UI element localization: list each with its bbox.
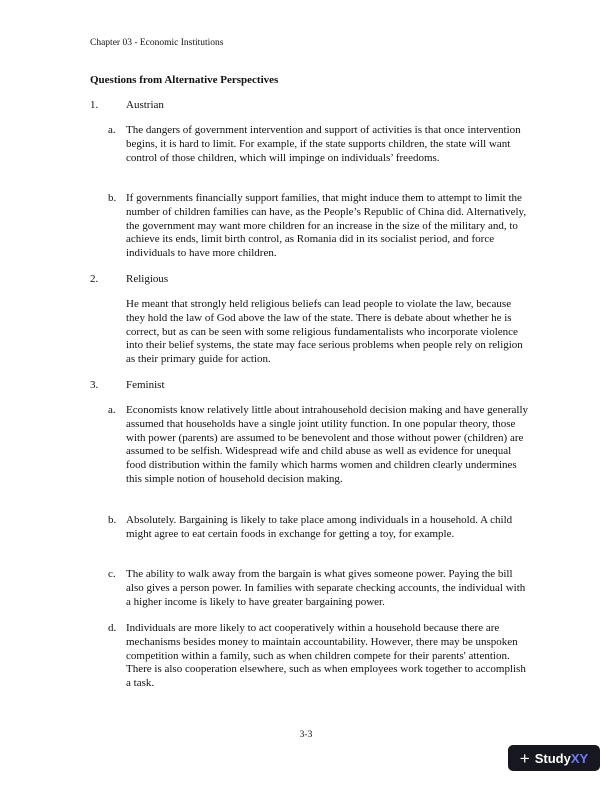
item-marker: b. <box>108 192 117 204</box>
answer-paragraph: He meant that strongly held religious beliefs can lead people to violate the law, because they hold the law of God above the law of the state. There is debate about whether he is correct, but as can be seen with some religious fundamentalists who incorporate violence into their belief systems, the state may face serious problems when people rely on religion as their primary guide for action. <box>126 298 523 366</box>
answer-item <box>108 514 528 542</box>
answer-item <box>108 404 528 487</box>
item-marker: b. <box>108 514 117 526</box>
answer-item <box>108 192 528 261</box>
item-text: If governments financially support families, that might induce them to attempt to limit the number of children families can have, as the People’s Republic of China did. Alternatively, the government may want more children for an increase in the size of the military and, to achieve its ends, limit birth control, as Romania did in its socialist period, and force individuals to have more children. <box>126 192 527 260</box>
item-text: The ability to walk away from the bargain is what gives someone power. Paying the bill also gives a person power. In families with separate checking accounts, the individual with a higher income is likely to have greater bargaining power. <box>126 568 526 608</box>
item-text: Economists know relatively little about intrahousehold decision making and have generally assumed that households have a single joint utility function. In one popular theory, those with power (parents) are assumed to be benevolent and those without power (children) are assumed to be selfish. Widespread wife and child abuse as well as evidence for unequal food distribution within the family which harms women and children clearly undermines this simple notion of household decision making. <box>126 404 529 485</box>
item-marker: c. <box>108 568 116 580</box>
item-marker: a. <box>108 404 116 416</box>
question-number: 2. <box>90 273 99 285</box>
brand-name: Study <box>534 750 571 766</box>
question-heading-religious <box>90 273 168 286</box>
item-text: The dangers of government intervention and support of activities is that once intervention begins, it is hard to limit. For example, if the state supports children, the state will want control of those children, which will impinge on individuals’ freedoms. <box>126 124 521 164</box>
question-heading-feminist <box>90 379 165 392</box>
item-text: Individuals are more likely to act cooperatively within a household because there are mechanisms besides money to maintain accountability. However, there may be unspoken competition within a family, such as when children compete for their parents' attention. There is also cooperation elsewhere, such as when employees work together to accomplish a task. <box>126 622 526 690</box>
item-text: Absolutely. Bargaining is likely to take place among individuals in a household. A child might agree to eat certain foods in exchange for getting a toy, for example. <box>126 514 513 540</box>
page-number: 3-3 <box>299 730 313 740</box>
brand-suffix: XY <box>570 750 589 766</box>
question-number: 3. <box>90 379 99 391</box>
plus-icon: + <box>519 748 530 768</box>
item-marker: a. <box>108 124 116 136</box>
chapter-header: Chapter 03 - Economic Institutions <box>90 38 224 48</box>
answer-item <box>108 124 528 165</box>
answer-item <box>108 622 528 691</box>
question-heading-austrian <box>90 99 164 112</box>
question-title: Austrian <box>126 99 164 111</box>
answer-item <box>108 568 528 609</box>
question-number: 1. <box>90 99 99 111</box>
section-title: Questions from Alternative Perspectives <box>90 74 279 86</box>
question-title: Religious <box>126 273 169 285</box>
question-title: Feminist <box>126 379 165 391</box>
studyxy-badge[interactable] <box>508 745 600 771</box>
item-marker: d. <box>108 622 117 634</box>
